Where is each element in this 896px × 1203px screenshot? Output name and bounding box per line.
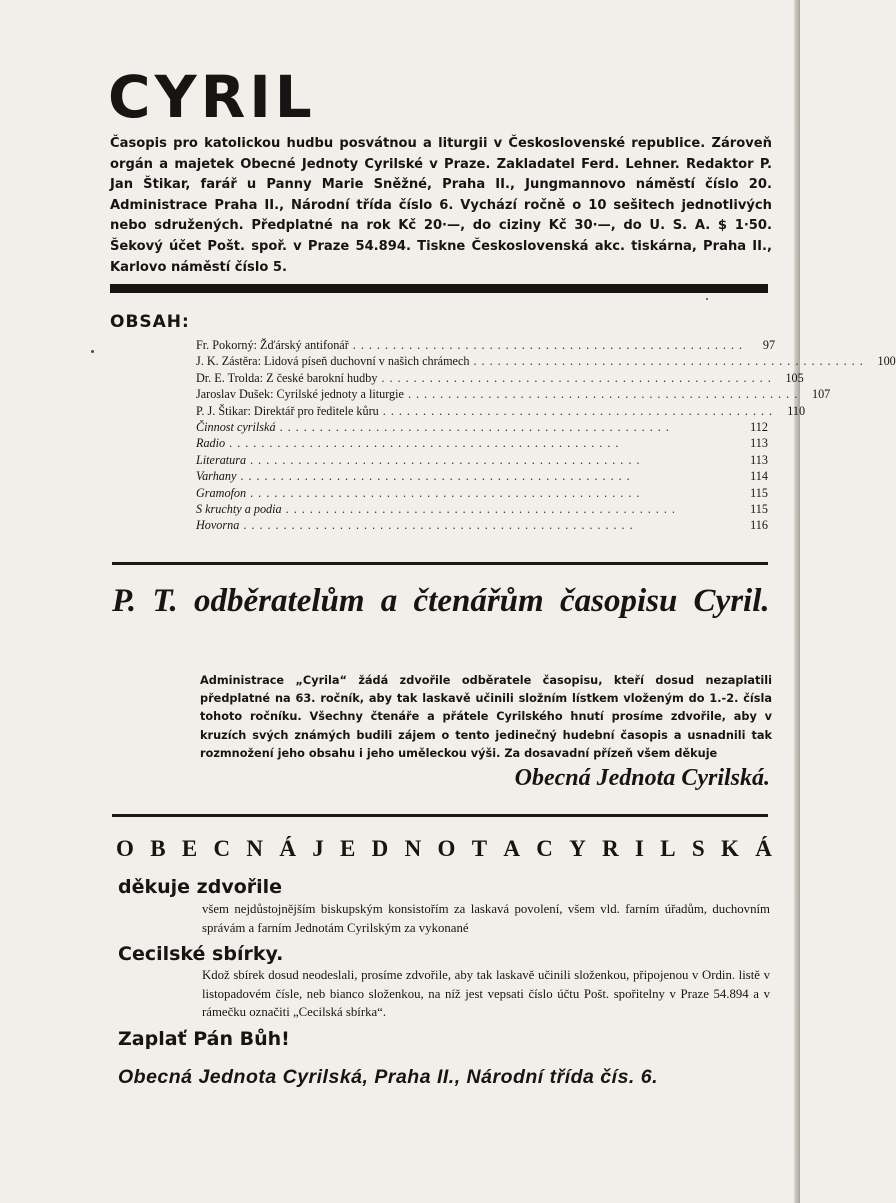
toc-entry[interactable] bbox=[196, 353, 896, 369]
toc-page-number: 113 bbox=[750, 436, 768, 451]
toc-entry[interactable] bbox=[196, 403, 806, 419]
toc-leader: ................................................. bbox=[381, 370, 776, 385]
heading-letter: Á bbox=[755, 836, 772, 861]
heading-letter: C bbox=[536, 836, 553, 861]
heading-letter: J bbox=[312, 836, 324, 861]
heading-letter: N bbox=[246, 836, 264, 861]
heading-letter: S bbox=[691, 836, 705, 861]
notice-signature: Obecná Jednota Cyrilská. bbox=[514, 765, 770, 791]
toc-entry-title: Dr. E. Trolda: Z české barokní hudby bbox=[196, 370, 378, 385]
heading-letter: O bbox=[437, 836, 456, 861]
heading-letter: B bbox=[150, 836, 166, 861]
toc-entry[interactable] bbox=[196, 485, 768, 501]
toc-entry-title: Fr. Pokorný: Žďárský antifonář bbox=[196, 338, 349, 352]
thanks-text: všem nejdůstojnějším biskupským konsistořím za laskavá povolení, všem vld. farním úřadům, duchovním správám a farním Jednotám Cyrilským za vykonané bbox=[202, 902, 770, 935]
thick-divider bbox=[110, 284, 768, 293]
toc-leader: ................................................. bbox=[250, 452, 645, 467]
toc-entry-title: Varhany bbox=[196, 469, 237, 484]
thanks-heading: děkuje zdvořile bbox=[118, 876, 283, 898]
collection-heading: Cecilské sbírky. bbox=[118, 943, 284, 965]
heading-letter: O bbox=[116, 836, 134, 861]
toc-leader: ................................................. bbox=[279, 419, 674, 434]
toc-entry[interactable] bbox=[196, 419, 768, 435]
toc-leader: ................................................. bbox=[250, 485, 645, 500]
heading-letter: K bbox=[721, 836, 739, 861]
toc-entry[interactable] bbox=[196, 435, 768, 451]
toc-page-number: 105 bbox=[785, 370, 804, 385]
paper-speck bbox=[706, 298, 708, 300]
toc-entry[interactable] bbox=[196, 370, 804, 386]
journal-title: CYRIL bbox=[108, 63, 316, 131]
notice-body: Administrace „Cyrila“ žádá zdvořile odběratele časopisu, kteří dosud nezaplatili předplatné na 63. ročník, aby tak laskavě učinili složním lístkem vloženým do 1.-2. čísla tohoto ročníku. Všechny čtenáře a přátele Cyrilského hnutí prosíme zdvořile, aby v kruzích svých známých budili zájem o tento jedinečný hudební časopis a usnadnili tak rozmnožení jeho obsahu i jeho uměleckou výši. Za dosavadní přízeň všem děkuje bbox=[200, 674, 772, 760]
toc-leader: ................................................. bbox=[407, 387, 803, 402]
heading-letter: A bbox=[503, 836, 520, 861]
contents-label: OBSAH: bbox=[110, 312, 190, 332]
toc-entry[interactable] bbox=[196, 501, 768, 517]
journal-description: Časopis pro katolickou hudbu posvátnou a liturgii v Československé republice. Zároveň orgán a majetek Obecné Jednoty Cyrilské v Praze. Zakladatel Ferd. Lehner. Redaktor P. Jan Štikar, farář u Panny Marie Sněžné, Praha II., Jungmannovo náměstí číslo 20. Administrace Praha II., Národní třída číslo 6. Vychází ročně o 10 sešitech jednotlivých nebo sdružených. Předplatné na rok Kč 20·—, do ciziny Kč 30·—, do U. S. A. $ 1·50. Šekový účet Pošt. spoř. v Praze 54.894. Tiskne Československá akc. tiskárna, Praha II., Karlovo náměstí číslo 5. bbox=[110, 136, 772, 275]
toc-entry[interactable] bbox=[196, 517, 768, 533]
toc-entry-title: Radio bbox=[196, 436, 226, 451]
toc-entry-title: Činnost cyrilská bbox=[196, 419, 276, 434]
toc-entry-title: Jaroslav Dušek: Cyrilské jednoty a liturgie bbox=[196, 387, 404, 402]
paper-speck bbox=[91, 350, 94, 353]
divider bbox=[112, 814, 768, 817]
notice-heading: P. T. odběratelům a čtenářům časopisu Cyril. bbox=[112, 583, 770, 619]
toc-page-number: 100 bbox=[877, 354, 896, 369]
toc-entry[interactable] bbox=[196, 468, 768, 484]
toc-page-number: 115 bbox=[750, 501, 768, 516]
toc-page-number: 112 bbox=[750, 419, 768, 434]
toc-leader: ................................................. bbox=[240, 469, 635, 484]
divider bbox=[112, 562, 768, 565]
heading-letter: E bbox=[340, 836, 356, 861]
association-address: Obecná Jednota Cyrilská, Praha II., Národní třída čís. 6. bbox=[118, 1066, 659, 1088]
heading-letter: D bbox=[371, 836, 389, 861]
toc-entry[interactable] bbox=[196, 386, 831, 402]
heading-letter: N bbox=[404, 836, 422, 861]
toc-page-number: 107 bbox=[811, 387, 831, 402]
toc-entry-title: P. J. Štikar: Direktář pro ředitele kůru bbox=[196, 403, 379, 418]
heading-letter: C bbox=[213, 836, 231, 861]
toc-page-number: 113 bbox=[750, 452, 768, 467]
toc-page-number: 110 bbox=[787, 403, 806, 418]
heading-letter: Á bbox=[279, 836, 296, 861]
heading-letter: L bbox=[660, 836, 676, 861]
toc-page-number: 116 bbox=[750, 518, 768, 533]
toc-entry-title: Literatura bbox=[196, 452, 247, 467]
toc-entry[interactable] bbox=[196, 337, 776, 353]
toc-entry-title: S kruchty a podia bbox=[196, 501, 282, 516]
toc-entry-title: Gramofon bbox=[196, 485, 247, 500]
collection-text: Kdož sbírek dosud neodeslali, prosíme zdvořile, aby tak laskavě učinili složenkou, připojenou v Ordin. listě v listopadovém čísle, neb bianco složenkou, na níž jest vepsati číslo účtu Pošt. spořitelny v Praze 54.894 a v rámečku označiti „Cecilská sbírka“. bbox=[202, 968, 770, 1020]
toc-page-number: 114 bbox=[750, 469, 768, 484]
heading-letter: R bbox=[602, 836, 619, 861]
toc-leader: ................................................. bbox=[285, 501, 680, 516]
toc-leader: ................................................. bbox=[473, 354, 868, 369]
table-of-contents bbox=[196, 337, 896, 534]
toc-leader: ................................................. bbox=[352, 338, 748, 352]
heading-letter: E bbox=[181, 836, 198, 861]
blessing: Zaplať Pán Bůh! bbox=[118, 1028, 290, 1050]
association-heading bbox=[116, 836, 772, 862]
page-edge-shadow bbox=[794, 0, 800, 1203]
toc-leader: ................................................. bbox=[243, 518, 638, 533]
heading-letter: T bbox=[471, 836, 488, 861]
toc-leader: ................................................. bbox=[229, 436, 624, 451]
heading-letter: Y bbox=[569, 836, 586, 861]
toc-page-number: 97 bbox=[762, 338, 776, 352]
toc-leader: ................................................. bbox=[382, 403, 778, 418]
toc-entry[interactable] bbox=[196, 452, 768, 468]
heading-letter: I bbox=[635, 836, 644, 861]
toc-entry-title: J. K. Zástěra: Lidová píseň duchovní v našich chrámech bbox=[196, 354, 470, 369]
toc-page-number: 115 bbox=[750, 485, 768, 500]
toc-entry-title: Hovorna bbox=[196, 518, 240, 533]
